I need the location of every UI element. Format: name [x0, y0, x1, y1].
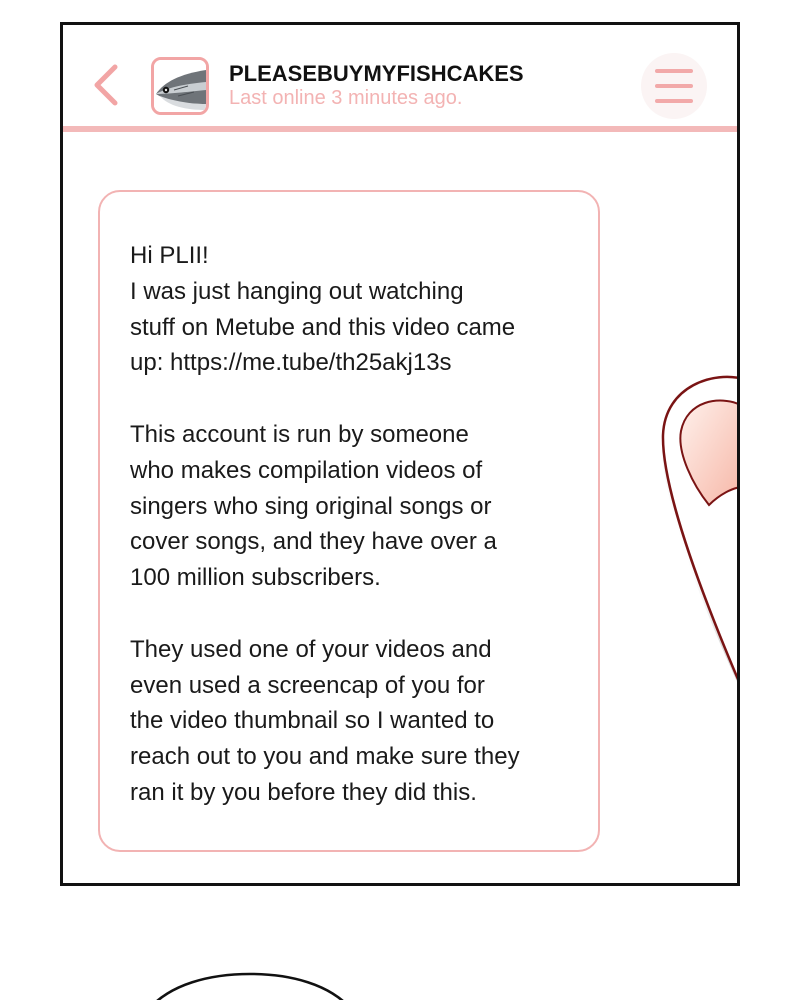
message-line: This account is run by someone — [130, 420, 469, 448]
fish-avatar-icon — [154, 60, 206, 112]
chevron-left-icon — [91, 63, 121, 107]
avatar[interactable] — [151, 57, 209, 115]
menu-button[interactable] — [641, 53, 707, 119]
contact-status: Last online 3 minutes ago. — [229, 87, 463, 109]
message-line: Hi PLII! — [130, 242, 209, 269]
message-line: cover songs, and they have over a — [130, 528, 497, 556]
message-link-line: up: https://me.tube/th25akj13s — [130, 349, 452, 377]
message-paragraph — [130, 238, 590, 381]
back-button[interactable] — [91, 63, 121, 107]
speech-bubble-outline — [140, 970, 360, 1000]
message-line: who makes compilation videos of — [130, 456, 483, 484]
message-bubble — [98, 190, 600, 852]
message-line: the video thumbnail so I wanted to — [130, 707, 495, 735]
contact-name: PLEASEBUYMYFISHCAKES — [229, 61, 524, 86]
header-divider — [63, 126, 737, 132]
finger-illustration — [653, 365, 740, 705]
message-paragraph — [130, 417, 590, 596]
message-line: even used a screencap of you for — [130, 671, 485, 699]
message-line: They used one of your videos and — [130, 635, 492, 663]
message-line: singers who sing original songs or — [130, 492, 492, 520]
message-line: 100 million subscribers. — [130, 564, 381, 592]
message-paragraph — [130, 632, 590, 811]
message-line: ran it by you before they did this. — [130, 778, 477, 806]
message-line: stuff on Metube and this video came — [130, 313, 516, 341]
chat-header — [63, 25, 737, 125]
message-line: reach out to you and make sure they — [130, 743, 520, 771]
message-line: I was just hanging out watching — [130, 277, 464, 305]
comic-panel — [60, 22, 740, 886]
message-text — [130, 238, 590, 811]
